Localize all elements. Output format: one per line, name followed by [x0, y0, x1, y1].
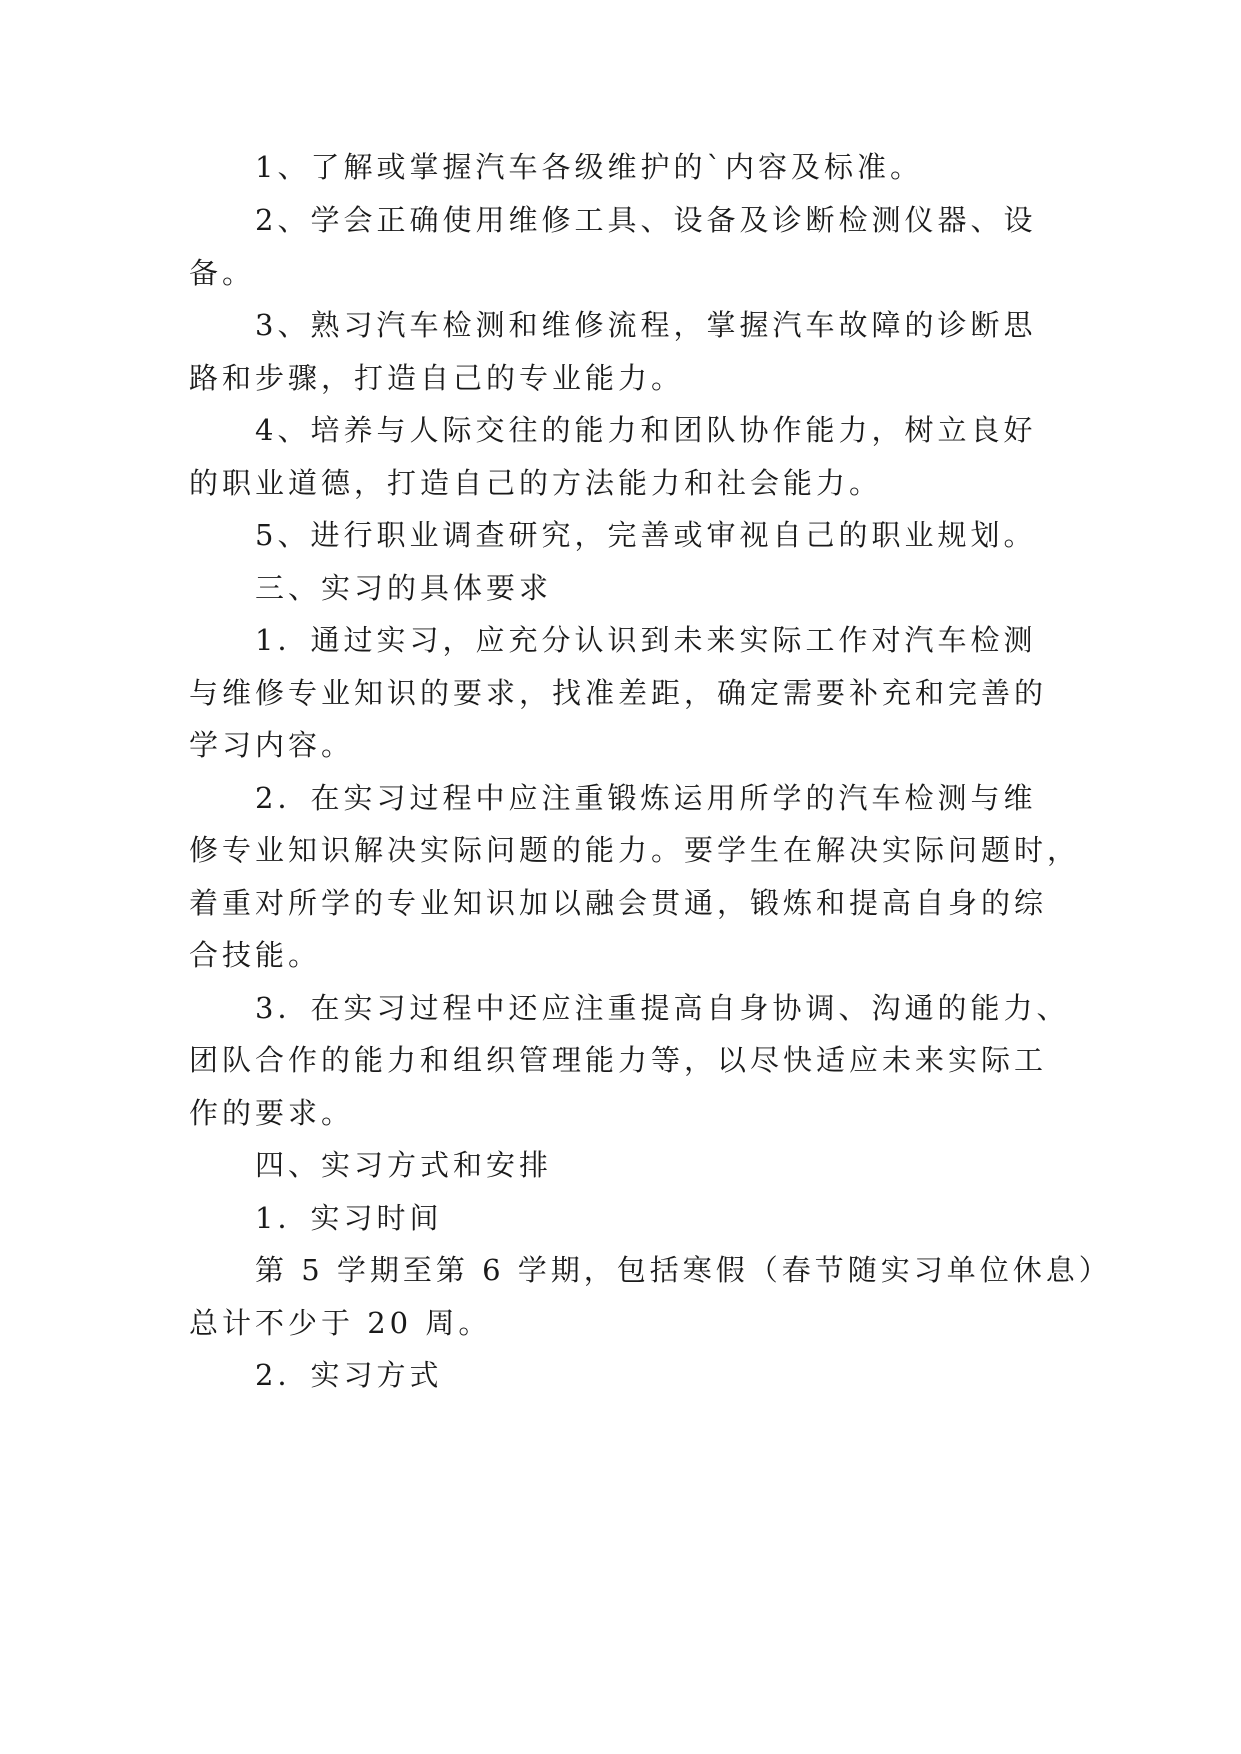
paragraph-line: 2．在实习过程中应注重锻炼运用所学的汽车检测与维 — [255, 781, 1037, 815]
paragraph-line: 与维修专业知识的要求，找准差距，确定需要补充和完善的 — [189, 676, 1048, 710]
subsection-heading: 2．实习方式 — [255, 1358, 443, 1392]
paragraph-line: 备。 — [189, 256, 256, 290]
paragraph-line: 5、进行职业调查研究，完善或审视自己的职业规划。 — [255, 518, 1037, 552]
paragraph-line: 路和步骤，打造自己的专业能力。 — [189, 361, 685, 395]
subsection-heading: 1．实习时间 — [255, 1201, 443, 1235]
paragraph-line: 1．通过实习，应充分认识到未来实际工作对汽车检测 — [255, 623, 1037, 657]
paragraph-line: 2、学会正确使用维修工具、设备及诊断检测仪器、设 — [255, 203, 1037, 237]
section-heading: 三、实习的具体要求 — [255, 571, 553, 605]
paragraph-line: 合技能。 — [189, 938, 322, 972]
paragraph-line: 4、培养与人际交往的能力和团队协作能力，树立良好 — [255, 413, 1037, 447]
section-heading: 四、实习方式和安排 — [255, 1148, 553, 1182]
paragraph-line: 1、了解或掌握汽车各级维护的`内容及标准。 — [255, 150, 923, 184]
paragraph-line: 总计不少于 20 周。 — [189, 1306, 492, 1340]
paragraph-line: 作的要求。 — [189, 1096, 355, 1130]
paragraph-line: 3、熟习汽车检测和维修流程，掌握汽车故障的诊断思 — [255, 308, 1037, 342]
paragraph-line: 3．在实习过程中还应注重提高自身协调、沟通的能力、 — [255, 991, 1070, 1025]
paragraph-line: 团队合作的能力和组织管理能力等，以尽快适应未来实际工 — [189, 1043, 1048, 1077]
paragraph-line: 第 5 学期至第 6 学期，包括寒假（春节随实习单位休息） — [255, 1253, 1112, 1287]
paragraph-line: 的职业道德，打造自己的方法能力和社会能力。 — [189, 466, 883, 500]
paragraph-line: 修专业知识解决实际问题的能力。要学生在解决实际问题时， — [189, 833, 1081, 867]
paragraph-line: 学习内容。 — [189, 728, 355, 762]
paragraph-line: 着重对所学的专业知识加以融会贯通，锻炼和提高自身的综 — [189, 886, 1048, 920]
